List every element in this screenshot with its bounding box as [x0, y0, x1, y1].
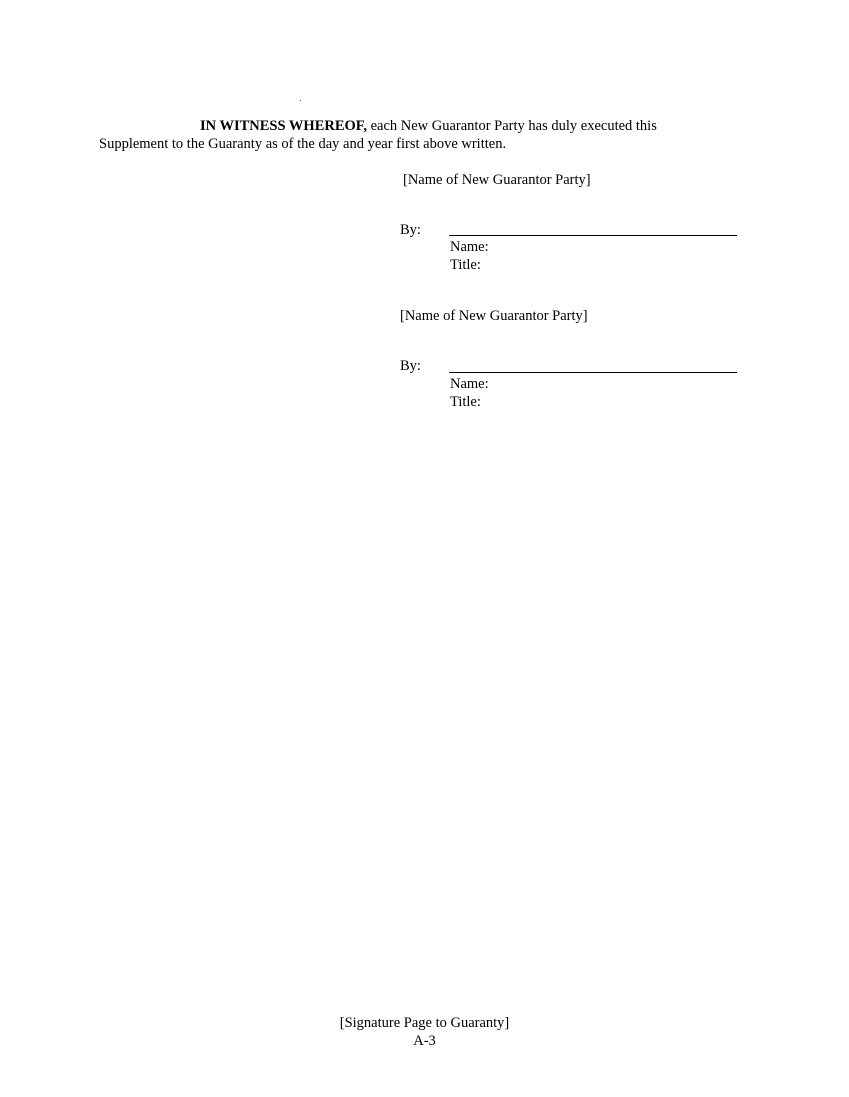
by-label: By: — [400, 222, 421, 238]
party-name: [Name of New Guarantor Party] — [400, 308, 588, 324]
title-label: Title: — [450, 394, 481, 410]
name-label: Name: — [450, 239, 489, 255]
page-number: A-3 — [413, 1033, 436, 1049]
witness-clause-text: each New Guarantor Party has duly executed this — [366, 118, 657, 134]
by-label: By: — [400, 358, 421, 374]
party-name: [Name of New Guarantor Party] — [403, 172, 591, 188]
name-label: Name: — [450, 376, 489, 392]
signature-line — [449, 372, 737, 373]
footer-caption: [Signature Page to Guaranty] — [339, 1015, 510, 1031]
witness-clause-line-2: Supplement to the Guaranty as of the day and year first above written. — [99, 136, 507, 152]
title-label: Title: — [450, 257, 481, 273]
witness-clause-lead: IN WITNESS WHEREOF, — [200, 118, 367, 134]
stray-mark — [300, 100, 301, 101]
witness-clause-line-1 — [200, 118, 657, 135]
signature-line — [449, 235, 737, 236]
